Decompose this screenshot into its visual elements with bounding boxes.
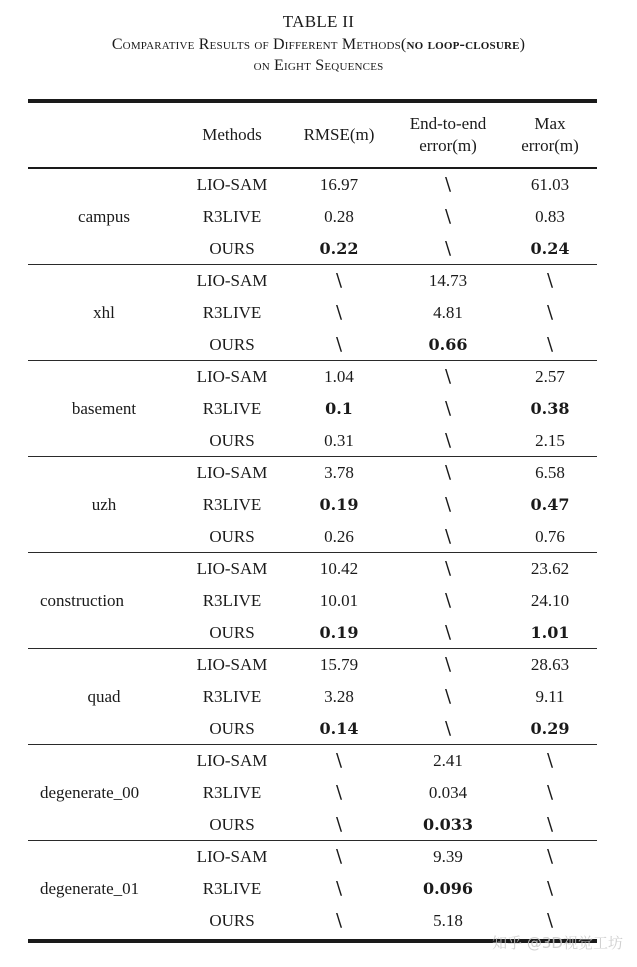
max-cell: 0.24 <box>530 239 570 258</box>
table-row <box>28 169 597 201</box>
table-row <box>28 233 597 265</box>
max-cell: 0.29 <box>530 719 570 738</box>
sequence-group <box>28 649 597 745</box>
sequence-group <box>28 841 597 937</box>
table-row <box>28 457 597 489</box>
method-cell: LIO-SAM <box>196 751 268 770</box>
header-ete-line1: End-to-end <box>409 114 487 133</box>
max-cell: \ <box>546 750 554 771</box>
rmse-cell: \ <box>335 782 343 803</box>
table-row <box>28 297 597 329</box>
sequence-group <box>28 265 597 361</box>
ete-cell: \ <box>444 494 452 515</box>
ete-cell: \ <box>444 526 452 547</box>
table-row <box>28 553 597 585</box>
ete-cell: \ <box>444 398 452 419</box>
ete-cell: \ <box>444 366 452 387</box>
max-cell: \ <box>546 334 554 355</box>
max-cell: 28.63 <box>530 655 570 674</box>
rmse-cell: 1.04 <box>324 367 354 386</box>
ete-cell: \ <box>444 686 452 707</box>
rmse-cell: \ <box>335 270 343 291</box>
method-cell: LIO-SAM <box>196 559 268 578</box>
table-row <box>28 265 597 297</box>
max-cell: 1.01 <box>530 623 570 642</box>
sequence-name: quad <box>87 687 121 706</box>
ete-cell: 0.034 <box>428 783 468 802</box>
method-cell: OURS <box>209 239 255 258</box>
rmse-cell: \ <box>335 334 343 355</box>
max-cell: \ <box>546 910 554 931</box>
method-cell: OURS <box>209 335 255 354</box>
ete-cell: 14.73 <box>428 271 468 290</box>
header-methods: Methods <box>202 125 262 144</box>
title-part-1: Comparative Results of Different Methods( <box>111 36 407 53</box>
table-row <box>28 681 597 713</box>
rmse-cell: \ <box>335 302 343 323</box>
title-part-2: ) <box>519 36 526 53</box>
table-title <box>0 36 637 54</box>
max-cell: 0.83 <box>535 207 565 226</box>
max-cell: 9.11 <box>535 687 565 706</box>
header-max-line2: error(m) <box>521 136 579 155</box>
table-row <box>28 393 597 425</box>
table-row <box>28 649 597 681</box>
method-cell: LIO-SAM <box>196 463 268 482</box>
sequence-name: construction <box>40 591 125 610</box>
rmse-cell: 16.97 <box>319 175 359 194</box>
table-row <box>28 201 597 233</box>
sequence-group <box>28 553 597 649</box>
rmse-cell: 3.78 <box>324 463 354 482</box>
max-cell: \ <box>546 270 554 291</box>
method-cell: R3LIVE <box>202 783 262 802</box>
ete-cell: \ <box>444 718 452 739</box>
table-row <box>28 617 597 649</box>
method-cell: LIO-SAM <box>196 175 268 194</box>
table-row <box>28 777 597 809</box>
ete-cell: 9.39 <box>433 847 463 866</box>
max-cell: \ <box>546 782 554 803</box>
rmse-cell: \ <box>335 750 343 771</box>
max-cell: 2.15 <box>535 431 565 450</box>
ete-cell: \ <box>444 558 452 579</box>
watermark: 知乎 @3D视觉工坊 <box>492 934 623 952</box>
max-cell: 24.10 <box>530 591 570 610</box>
method-cell: R3LIVE <box>202 591 262 610</box>
rmse-cell: 0.1 <box>325 399 353 418</box>
header-end-to-end-error <box>395 113 501 157</box>
rmse-cell: \ <box>335 878 343 899</box>
rmse-cell: \ <box>335 814 343 835</box>
sequence-name: degenerate_00 <box>40 783 140 802</box>
table-row <box>28 841 597 873</box>
max-cell: \ <box>546 846 554 867</box>
ete-cell: \ <box>444 174 452 195</box>
header-rmse: RMSE(m) <box>303 125 375 144</box>
table-row <box>28 809 597 841</box>
max-cell: \ <box>546 878 554 899</box>
sequence-group <box>28 745 597 841</box>
method-cell: OURS <box>209 719 255 738</box>
max-cell: 0.76 <box>535 527 565 546</box>
ete-cell: 4.81 <box>433 303 463 322</box>
rmse-cell: \ <box>335 910 343 931</box>
sequence-group <box>28 169 597 265</box>
ete-cell: \ <box>444 590 452 611</box>
rmse-cell: 0.28 <box>324 207 354 226</box>
ete-cell: \ <box>444 206 452 227</box>
method-cell: LIO-SAM <box>196 367 268 386</box>
sequence-name: xhl <box>93 303 115 322</box>
table-row <box>28 329 597 361</box>
rmse-cell: 0.31 <box>324 431 354 450</box>
method-cell: OURS <box>209 911 255 930</box>
table-row <box>28 425 597 457</box>
sequence-name: campus <box>78 207 130 226</box>
method-cell: R3LIVE <box>202 303 262 322</box>
top-rule <box>28 99 597 103</box>
method-cell: OURS <box>209 815 255 834</box>
header-ete-line2: error(m) <box>419 136 477 155</box>
rmse-cell: 15.79 <box>319 655 359 674</box>
ete-cell: \ <box>444 622 452 643</box>
title-emphasis: no loop-closure <box>406 36 520 53</box>
ete-cell: 0.033 <box>422 815 474 834</box>
max-cell: 23.62 <box>530 559 570 578</box>
table-row <box>28 873 597 905</box>
method-cell: LIO-SAM <box>196 847 268 866</box>
max-cell: 6.58 <box>535 463 565 482</box>
sequence-name: degenerate_01 <box>40 879 140 898</box>
method-cell: R3LIVE <box>202 495 262 514</box>
table-row <box>28 745 597 777</box>
sequence-group <box>28 457 597 553</box>
method-cell: LIO-SAM <box>196 271 268 290</box>
max-cell: 61.03 <box>530 175 570 194</box>
method-cell: R3LIVE <box>202 399 262 418</box>
table-row <box>28 713 597 745</box>
sequence-name: uzh <box>91 495 117 514</box>
method-cell: OURS <box>209 431 255 450</box>
sequence-group <box>28 361 597 457</box>
ete-cell: 0.096 <box>422 879 474 898</box>
table-label: TABLE II <box>282 12 355 31</box>
method-cell: R3LIVE <box>202 207 262 226</box>
rmse-cell: \ <box>335 846 343 867</box>
max-cell: \ <box>546 302 554 323</box>
ete-cell: \ <box>444 654 452 675</box>
table-row <box>28 361 597 393</box>
method-cell: OURS <box>209 527 255 546</box>
rmse-cell: 3.28 <box>324 687 354 706</box>
method-cell: LIO-SAM <box>196 655 268 674</box>
max-cell: 2.57 <box>535 367 565 386</box>
method-cell: R3LIVE <box>202 687 262 706</box>
rmse-cell: 10.01 <box>319 591 359 610</box>
ete-cell: \ <box>444 462 452 483</box>
rmse-cell: 0.22 <box>319 239 359 258</box>
table-row <box>28 489 597 521</box>
ete-cell: 2.41 <box>433 751 463 770</box>
rmse-cell: 0.14 <box>319 719 359 738</box>
ete-cell: 0.66 <box>428 335 468 354</box>
max-cell: 0.47 <box>530 495 570 514</box>
rmse-cell: 0.19 <box>319 495 359 514</box>
table-row <box>28 521 597 553</box>
ete-cell: \ <box>444 238 452 259</box>
table-subtitle: on Eight Sequences <box>253 57 384 74</box>
max-cell: \ <box>546 814 554 835</box>
ete-cell: \ <box>444 430 452 451</box>
method-cell: R3LIVE <box>202 879 262 898</box>
table-row <box>28 585 597 617</box>
rmse-cell: 0.26 <box>324 527 354 546</box>
method-cell: OURS <box>209 623 255 642</box>
rmse-cell: 0.19 <box>319 623 359 642</box>
max-cell: 0.38 <box>530 399 570 418</box>
sequence-name: basement <box>71 399 137 418</box>
rmse-cell: 10.42 <box>319 559 359 578</box>
header-max-error <box>502 113 598 157</box>
ete-cell: 5.18 <box>433 911 463 930</box>
header-max-line1: Max <box>534 114 566 133</box>
